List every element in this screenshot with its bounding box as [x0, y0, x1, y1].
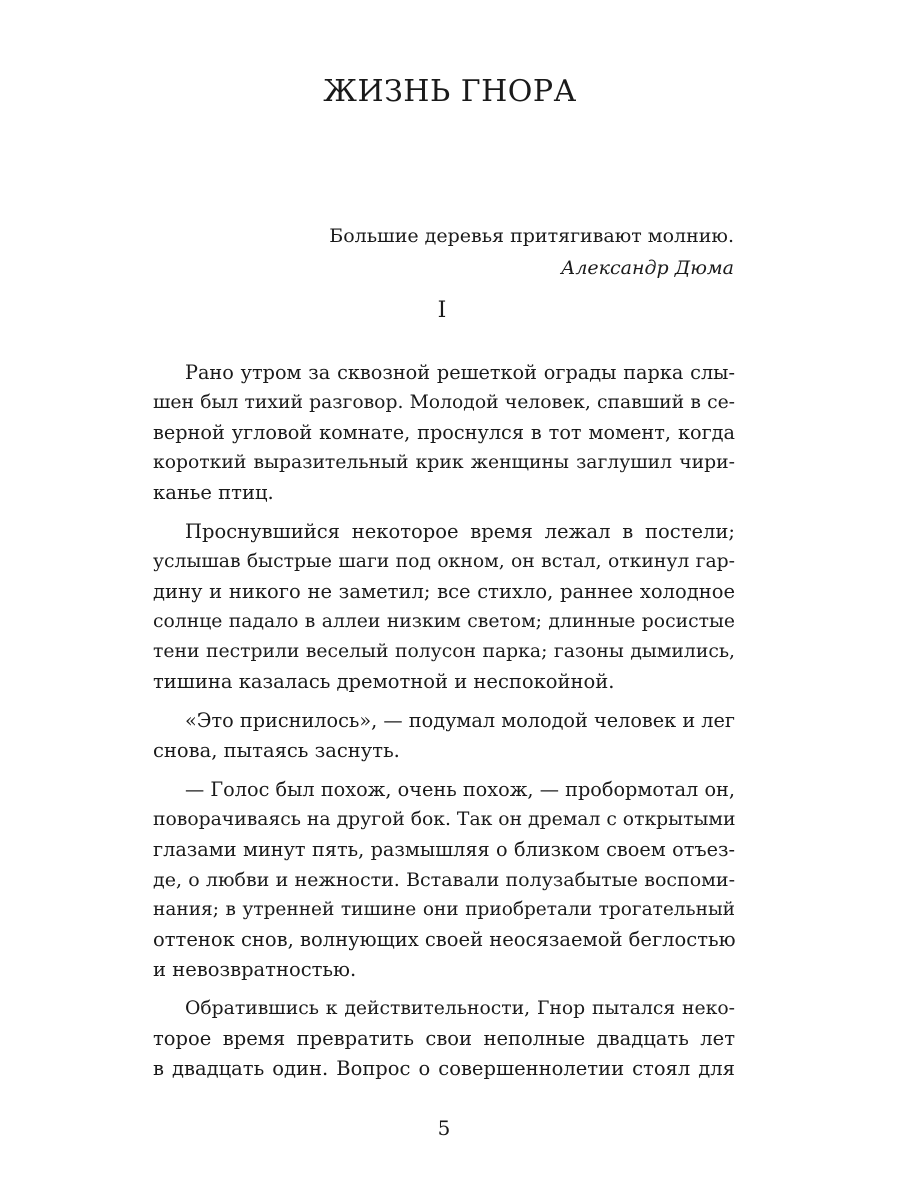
text-line: Проснувшийся некоторое время лежал в постели; [185, 519, 735, 543]
text-line: де, о любви и нежности. Вставали полузабытые воспоми- [153, 869, 735, 891]
text-line: снова, пытаясь заснуть. [153, 739, 400, 763]
paragraph [153, 994, 735, 1084]
epigraph [150, 220, 734, 284]
text-line: поворачиваясь на другой бок. Так он дремал с открытыми [153, 808, 736, 830]
text-line: и невозвратностью. [153, 958, 357, 982]
text-line: услышав быстрые шаги под окном, он встал, откинул гар- [153, 551, 735, 573]
text-line: канье птиц. [153, 481, 274, 505]
chapter-number: I [437, 298, 447, 323]
text-line: торое время превратить свои неполные двадцать лет [153, 1026, 735, 1050]
text-line: оттенок снов, волнующих своей неосязаемой беглостью [153, 928, 736, 952]
paragraph [153, 775, 735, 986]
text-line: тени пестрили веселый полусон парка; газоны дымились, [153, 641, 735, 663]
text-line: глазами минут пять, размышляя о близком своем отъез- [153, 837, 735, 861]
text-line: короткий выразительный крик женщины заглушил чири- [153, 452, 735, 474]
text-line: шен был тихий разговор. Молодой человек, спавший в се- [153, 392, 735, 414]
page-number: 5 [437, 1116, 451, 1140]
text-line: — Голос был похож, очень похож, — пробормотал он, [185, 777, 735, 801]
text-line: нания; в утренней тишине они приобретали трогательный [153, 899, 735, 921]
paragraph [153, 358, 735, 508]
text-line: дину и никого не заметил; все стихло, раннее холодное [153, 580, 735, 604]
text-line: солнце падало в аллеи низким светом; длинные росистые [153, 611, 735, 633]
text-line: Обратившись к действительности, Гнор пытался неко- [185, 997, 735, 1019]
text-line: тишина казалась дремотной и неспокойной. [153, 670, 615, 694]
epigraph-quote: Большие деревья притягивают молнию. [329, 225, 734, 247]
text-line: «Это приснилось», — подумал молодой человек и лег [185, 709, 735, 733]
epigraph-author: Александр Дюма [560, 257, 734, 279]
paragraph [153, 517, 735, 698]
text-line: в двадцать один. Вопрос о совершеннолетии стоял для [153, 1057, 735, 1081]
paragraph [153, 706, 735, 766]
body-text [153, 358, 735, 1084]
chapter-title: ЖИЗНЬ ГНОРА [323, 74, 577, 109]
text-line: верной угловой комнате, проснулся в тот момент, когда [153, 421, 735, 445]
text-line: Рано утром за сквозной решеткой ограды парка слы- [185, 361, 735, 384]
